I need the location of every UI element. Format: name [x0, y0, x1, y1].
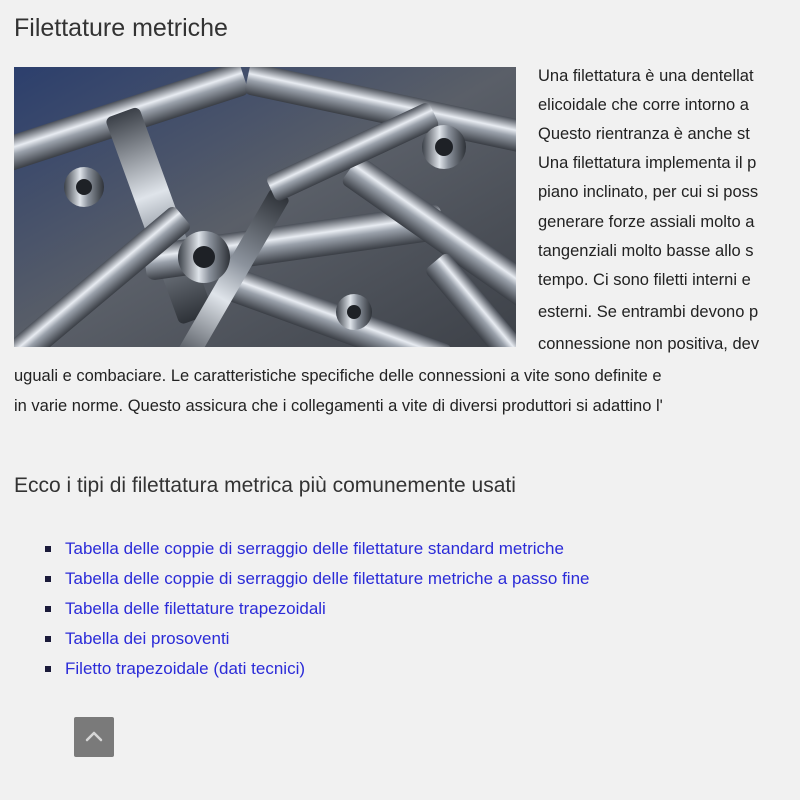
list-item: [45, 596, 589, 626]
intro-text-line: generare forze assiali molto a: [538, 213, 755, 231]
intro-text-line: piano inclinato, per cui si poss: [538, 183, 759, 201]
section-heading: Ecco i tipi di filettatura metrica più comunemente usati: [14, 474, 516, 497]
intro-text-line: Una filettatura è una dentellat: [538, 67, 754, 85]
intro-text-line: tempo. Ci sono filetti interni e: [538, 271, 751, 289]
link-trapezoidal-table[interactable]: Tabella delle filettature trapezoidali: [65, 599, 326, 618]
link-prosoventi-table[interactable]: Tabella dei prosoventi: [65, 629, 230, 648]
list-item: [45, 656, 589, 686]
thread-types-list: [45, 536, 589, 686]
chevron-up-icon: [85, 730, 103, 742]
intro-text-line: tangenziali molto basse allo s: [538, 242, 754, 260]
page-title: Filettature metriche: [14, 14, 228, 42]
intro-text-line: elicoidale che corre intorno a: [538, 96, 749, 114]
intro-text-line: connessione non positiva, dev: [538, 335, 760, 353]
link-metric-fine-torque[interactable]: Tabella delle coppie di serraggio delle filettature metriche a passo fine: [65, 569, 590, 588]
list-item: [45, 626, 589, 656]
intro-text-line: Questo rientranza è anche st: [538, 125, 750, 143]
link-metric-standard-torque[interactable]: Tabella delle coppie di serraggio delle filettature standard metriche: [65, 539, 564, 558]
intro-text-line: esterni. Se entrambi devono p: [538, 303, 759, 321]
list-item: [45, 536, 589, 566]
scroll-to-top-button[interactable]: [74, 717, 114, 757]
intro-text-line: in varie norme. Questo assicura che i collegamenti a vite di diversi produttori si adattino l': [14, 397, 663, 415]
intro-text-line: Una filettatura implementa il p: [538, 154, 757, 172]
list-item: [45, 566, 589, 596]
intro-text-line: uguali e combaciare. Le caratteristiche specifiche delle connessioni a vite sono definite e: [14, 367, 662, 385]
article-image: [14, 67, 516, 347]
link-trapezoidal-technical[interactable]: Filetto trapezoidale (dati tecnici): [65, 659, 306, 678]
